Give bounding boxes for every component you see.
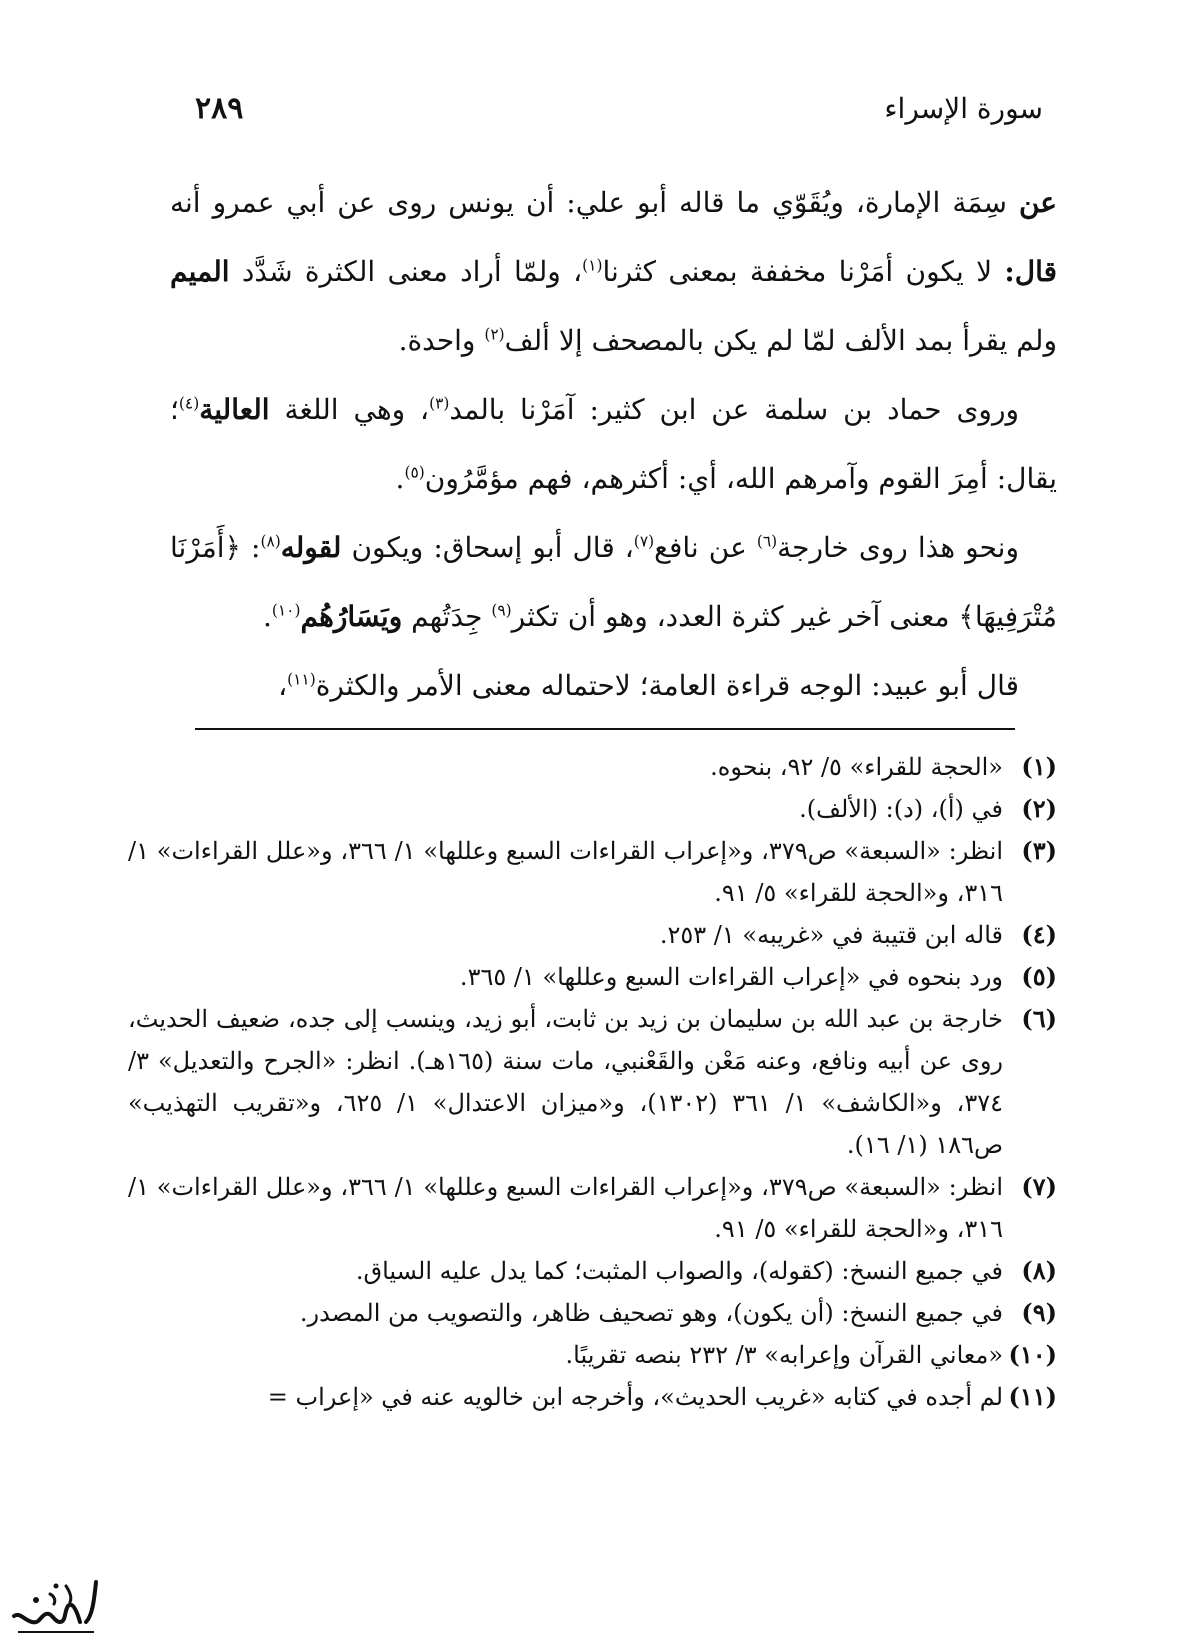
footnote-text: خارجة بن عبد الله بن سليمان بن زيد بن ثابت، أبو زيد، وينسب إلى جده، ضعيف الحديث، روى عن أبيه ونافع، وعنه مَعْن والقَعْنبي، مات سنة (١٦٥هـ). انظر: «الجرح والتعديل» ٣/ ٣٧٤، و«الكاشف» ١/ ٣٦١ (١٣٠٢)، و«ميزان الاعتدال» ١/ ٦٢٥، و«تقريب التهذيب» ص١٨٦ (١/ ١٦).	[128, 1005, 1003, 1159]
footnotes-list	[128, 746, 1057, 1418]
quran-quote-run: : ﴿أَمَرْنَا مُتْرَفِيهَا﴾ معنى آخر غير كثرة العدد، وهو أن تكثر	[170, 531, 1057, 633]
footnote-text: ورد بنحوه في «إعراب القراءات السبع وعللها» ١/ ٣٦٥.	[459, 963, 1003, 991]
page-number: ٢٨٩	[195, 90, 244, 126]
paragraph-4	[170, 651, 1057, 720]
footnote-number: (١)	[1021, 752, 1057, 781]
footnote-item	[128, 1334, 1057, 1376]
footnote-ref[interactable]: (١)	[582, 256, 603, 275]
line-lead: ويَسَارُهُم	[300, 600, 403, 633]
footnote-ref[interactable]: (٥)	[404, 463, 425, 482]
footnote-ref[interactable]: (٦)	[756, 532, 778, 551]
footnote-text: في جميع النسخ: (كقوله)، والصواب المثبت؛ كما يدل عليه السياق.	[355, 1257, 1003, 1285]
footnote-item	[128, 1292, 1057, 1334]
publisher-logo	[6, 1572, 106, 1638]
footnote-text: انظر: «السبعة» ص٣٧٩، و«إعراب القراءات السبع وعللها» ١/ ٣٦٦، و«علل القراءات» ١/ ٣١٦، و«الحجة للقراء» ٥/ ٩١.	[128, 837, 1004, 907]
footnote-text: «معاني القرآن وإعرابه» ٣/ ٢٣٢ بنصه تقريبًا.	[565, 1341, 1003, 1369]
footnote-text: قاله ابن قتيبة في «غريبه» ١/ ٢٥٣.	[659, 921, 1003, 949]
footnote-ref[interactable]: (٧)	[633, 532, 655, 551]
line-lead: الميم	[170, 255, 230, 288]
footnote-divider	[195, 728, 1015, 730]
footnote-ref[interactable]: (٩)	[491, 601, 512, 620]
text-run: وروى حماد بن سلمة عن ابن كثير: آمَرْنا بالمد	[449, 393, 1019, 426]
footnote-item	[128, 1166, 1057, 1250]
footnote-item	[128, 914, 1057, 956]
footnote-number: (٦)	[1021, 1004, 1057, 1033]
footnote-item	[128, 956, 1057, 998]
footnote-text: لم أجده في كتابه «غريب الحديث»، وأخرجه ابن خالويه عنه في «إعراب =	[267, 1383, 1003, 1411]
text-run: ولم يقرأ بمد الألف لمّا لم يكن بالمصحف إلا ألف	[504, 324, 1057, 357]
footnote-number: (١١)	[1008, 1382, 1057, 1411]
surah-title: سورة الإسراء	[884, 91, 1043, 125]
line-lead: العالية	[199, 393, 270, 426]
text-run: قال أبو عبيد: الوجه قراءة العامة؛ لاحتماله معنى الأمر والكثرة	[315, 669, 1019, 702]
footnote-ref[interactable]: (٢)	[484, 325, 505, 344]
text-run: ، وهي اللغة	[269, 393, 430, 426]
footnote-text: «الحجة للقراء» ٥/ ٩٢، بنحوه.	[710, 753, 1003, 781]
footnote-item	[128, 998, 1057, 1166]
footnote-number: (٥)	[1021, 962, 1057, 991]
footnote-number: (٩)	[1021, 1298, 1057, 1327]
paragraph-3	[170, 513, 1057, 651]
line-lead: لقوله	[280, 531, 342, 564]
footnote-text: في جميع النسخ: (أن يكون)، وهو تصحيف ظاهر، والتصويب من المصدر.	[299, 1299, 1003, 1327]
footnote-number: (٤)	[1021, 920, 1057, 949]
footnote-item	[128, 1376, 1057, 1418]
footnote-number: (٣)	[1021, 836, 1057, 865]
footnote-number: (١٠)	[1008, 1340, 1057, 1369]
footnote-number: (٢)	[1021, 794, 1057, 823]
footnote-item	[128, 1250, 1057, 1292]
line-lead: عن	[1018, 186, 1057, 219]
text-run: ، ولمّا أراد معنى الكثرة شَدَّد	[241, 255, 583, 288]
footnote-ref[interactable]: (٣)	[429, 394, 450, 413]
text-run: ؛ يقال: أمِرَ القوم وآمرهم الله، أي: أكثرهم، فهم مؤمَّرُون	[170, 393, 1057, 495]
text-run: واحدة.	[398, 324, 485, 357]
page-header	[195, 88, 1043, 128]
paragraph-2	[170, 375, 1057, 513]
footnote-item	[128, 746, 1057, 788]
footnote-ref[interactable]: (١٠)	[271, 601, 301, 620]
footnote-item	[128, 830, 1057, 914]
text-run: لا يكون أمَرْنا مخففة بمعنى كثرنا	[602, 255, 1005, 288]
text-run: .	[262, 600, 272, 633]
footnote-number: (٨)	[1021, 1256, 1057, 1285]
text-run: ، قال أبو إسحاق: ويكون	[341, 531, 634, 564]
paragraph-1	[170, 168, 1057, 375]
footnote-text: انظر: «السبعة» ص٣٧٩، و«إعراب القراءات السبع وعللها» ١/ ٣٦٦، و«علل القراءات» ١/ ٣١٦، و«الحجة للقراء» ٥/ ٩١.	[128, 1173, 1004, 1243]
footnote-ref[interactable]: (١١)	[287, 670, 316, 689]
footnote-item	[128, 788, 1057, 830]
footnote-text: في (أ)، (د): (الألف).	[799, 795, 1003, 823]
line-lead: قال:	[1004, 255, 1058, 288]
footnote-ref[interactable]: (٨)	[260, 532, 281, 551]
text-run: ،	[278, 669, 288, 702]
text-run: ونحو هذا روى خارجة	[777, 531, 1019, 564]
text-run: عن نافع	[654, 531, 757, 564]
footnote-ref[interactable]: (٤)	[178, 394, 200, 413]
text-run: سِمَة الإمارة، ويُقَوّي ما قاله أبو علي: أن يونس روى عن أبي عمرو أنه	[170, 186, 1019, 219]
text-run: جِدَتُهم	[402, 600, 492, 633]
text-run: .	[395, 462, 405, 495]
calligraphy-logo-icon	[6, 1572, 106, 1638]
main-text	[170, 168, 1057, 720]
footnote-number: (٧)	[1021, 1172, 1057, 1201]
